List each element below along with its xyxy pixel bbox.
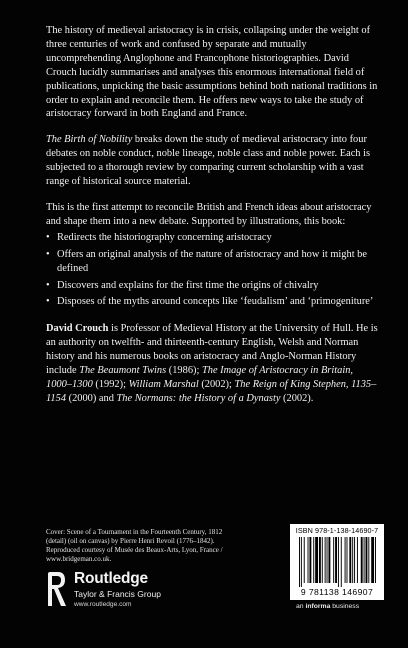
barcode-bar bbox=[341, 537, 342, 587]
barcode-bar bbox=[299, 537, 300, 587]
cover-credit: Cover: Scene of a Tournament in the Fourteenth Century, 1812 (detail) (oil on canvas) by Pierre Henri Revoil (1776–1842). Reproduced courtesy of Musée des Beaux-Arts, Lyon, France / www.bridgeman.co.uk. bbox=[46, 528, 223, 563]
barcode-bar bbox=[301, 537, 302, 587]
book-title: The Normans: the History of a Dynasty bbox=[116, 392, 281, 404]
list-item: • Disposes of the myths around concepts like ‘feudalism’ and ‘primogeniture’ bbox=[46, 296, 374, 308]
bullet-icon: • bbox=[46, 231, 50, 243]
barcode-bar bbox=[319, 537, 321, 583]
barcode-bar bbox=[309, 537, 311, 583]
barcode-bar bbox=[333, 537, 334, 583]
barcode-bar bbox=[361, 537, 363, 583]
bullet-icon: • bbox=[46, 296, 50, 308]
barcode-digits: 9 781138 146907 bbox=[300, 587, 374, 597]
bullet-icon: • bbox=[46, 248, 50, 260]
blurb-paragraph-3: This is the first attempt to reconcile British and French ideas about aristocracy and shape them into a new debate. Supported by illustrations, this book: bbox=[46, 201, 372, 227]
routledge-r-logo-icon bbox=[46, 570, 68, 608]
barcode-bar bbox=[304, 537, 305, 583]
barcode-bar bbox=[322, 537, 323, 583]
publisher-logo bbox=[46, 568, 246, 614]
barcode-bar bbox=[335, 537, 337, 583]
barcode-bar bbox=[352, 537, 353, 583]
barcode-bar bbox=[345, 537, 346, 583]
informa-brand: informa bbox=[305, 603, 331, 610]
list-item: • Discovers and explains for the first time the origins of chivalry bbox=[46, 279, 319, 291]
barcode-bar bbox=[354, 537, 355, 583]
barcode-bar bbox=[349, 537, 351, 583]
barcode-bar bbox=[357, 537, 358, 583]
barcode-panel bbox=[290, 524, 384, 600]
barcode-bar bbox=[308, 537, 309, 583]
feature-list bbox=[46, 231, 378, 310]
book-title: The Birth of Nobility bbox=[46, 134, 133, 146]
barcode-bar bbox=[371, 537, 374, 583]
barcode-bar bbox=[364, 537, 365, 583]
author-bio: David Crouch is Professor of Medieval History at the University of Hull. He is an authority on twelfth- and thirteenth-century English, Welsh and Norman history and his numerous books on aristocracy and Anglo-Norman History include The Beaumont Twins (1986); The Image of Aristocracy in Britain, 1000–1300 (1992); William Marshal (2002); The Reign of King Stephen, 1135–1154 (2000) and The Normans: the History of a Dynasty (2002). bbox=[46, 323, 378, 404]
blurb-paragraph-2-text: breaks down the study of medieval aristocracy into four debates on noble conduct, noble lineage, noble class and noble power. Each is subjected to a thorough review by comparing current scholarship with a vast range of historical source material. bbox=[46, 134, 371, 188]
publisher-group: Taylor & Francis Group bbox=[74, 589, 161, 599]
blurb bbox=[46, 24, 378, 418]
blurb-paragraph-1: The history of medieval aristocracy is in crisis, collapsing under the weight of three centuries of work and confused by separate and mutually uncomprehending Anglophone and Francophone historiographies. David Crouch lucidly summarises and analyses this enormous international field of publications, unpicking the basic assumptions behind both national traditions in order to explain and reconcile them. He offers new ways to take the study of aristocracy forward in both England and France. bbox=[46, 25, 378, 120]
barcode-bar bbox=[375, 537, 376, 583]
barcode-icon bbox=[297, 537, 378, 587]
barcode-bar bbox=[315, 537, 318, 583]
barcode-bar bbox=[328, 537, 330, 583]
blurb-paragraph-2 bbox=[46, 133, 378, 189]
informa-tagline: an informa business bbox=[296, 603, 360, 610]
barcode-bar bbox=[366, 537, 368, 583]
publisher-url: www.routledge.com bbox=[74, 601, 132, 608]
barcode-bar bbox=[327, 537, 328, 583]
author-name: David Crouch bbox=[46, 323, 109, 335]
book-title: William Marshal bbox=[128, 378, 199, 390]
barcode-bar bbox=[338, 537, 339, 587]
book-title: The Reign of King Stephen, 1135–1154 bbox=[46, 378, 377, 404]
barcode-bar bbox=[313, 537, 314, 583]
barcode-bar bbox=[368, 537, 369, 583]
bullet-icon: • bbox=[46, 279, 50, 291]
isbn-label: ISBN 978-1-138-14690-7 bbox=[295, 526, 379, 535]
barcode-bar bbox=[347, 537, 348, 583]
barcode-bar bbox=[325, 537, 326, 583]
book-title: The Image of Aristocracy in Britain, 1000–1300 bbox=[46, 365, 354, 390]
book-title: The Beaumont Twins bbox=[79, 365, 167, 377]
publisher-name: Routledge bbox=[74, 570, 148, 587]
list-item: • Offers an original analysis of the nature of aristocracy and how it might be defined bbox=[46, 248, 367, 274]
list-item: • Redirects the historiography concerning aristocracy bbox=[46, 231, 272, 243]
